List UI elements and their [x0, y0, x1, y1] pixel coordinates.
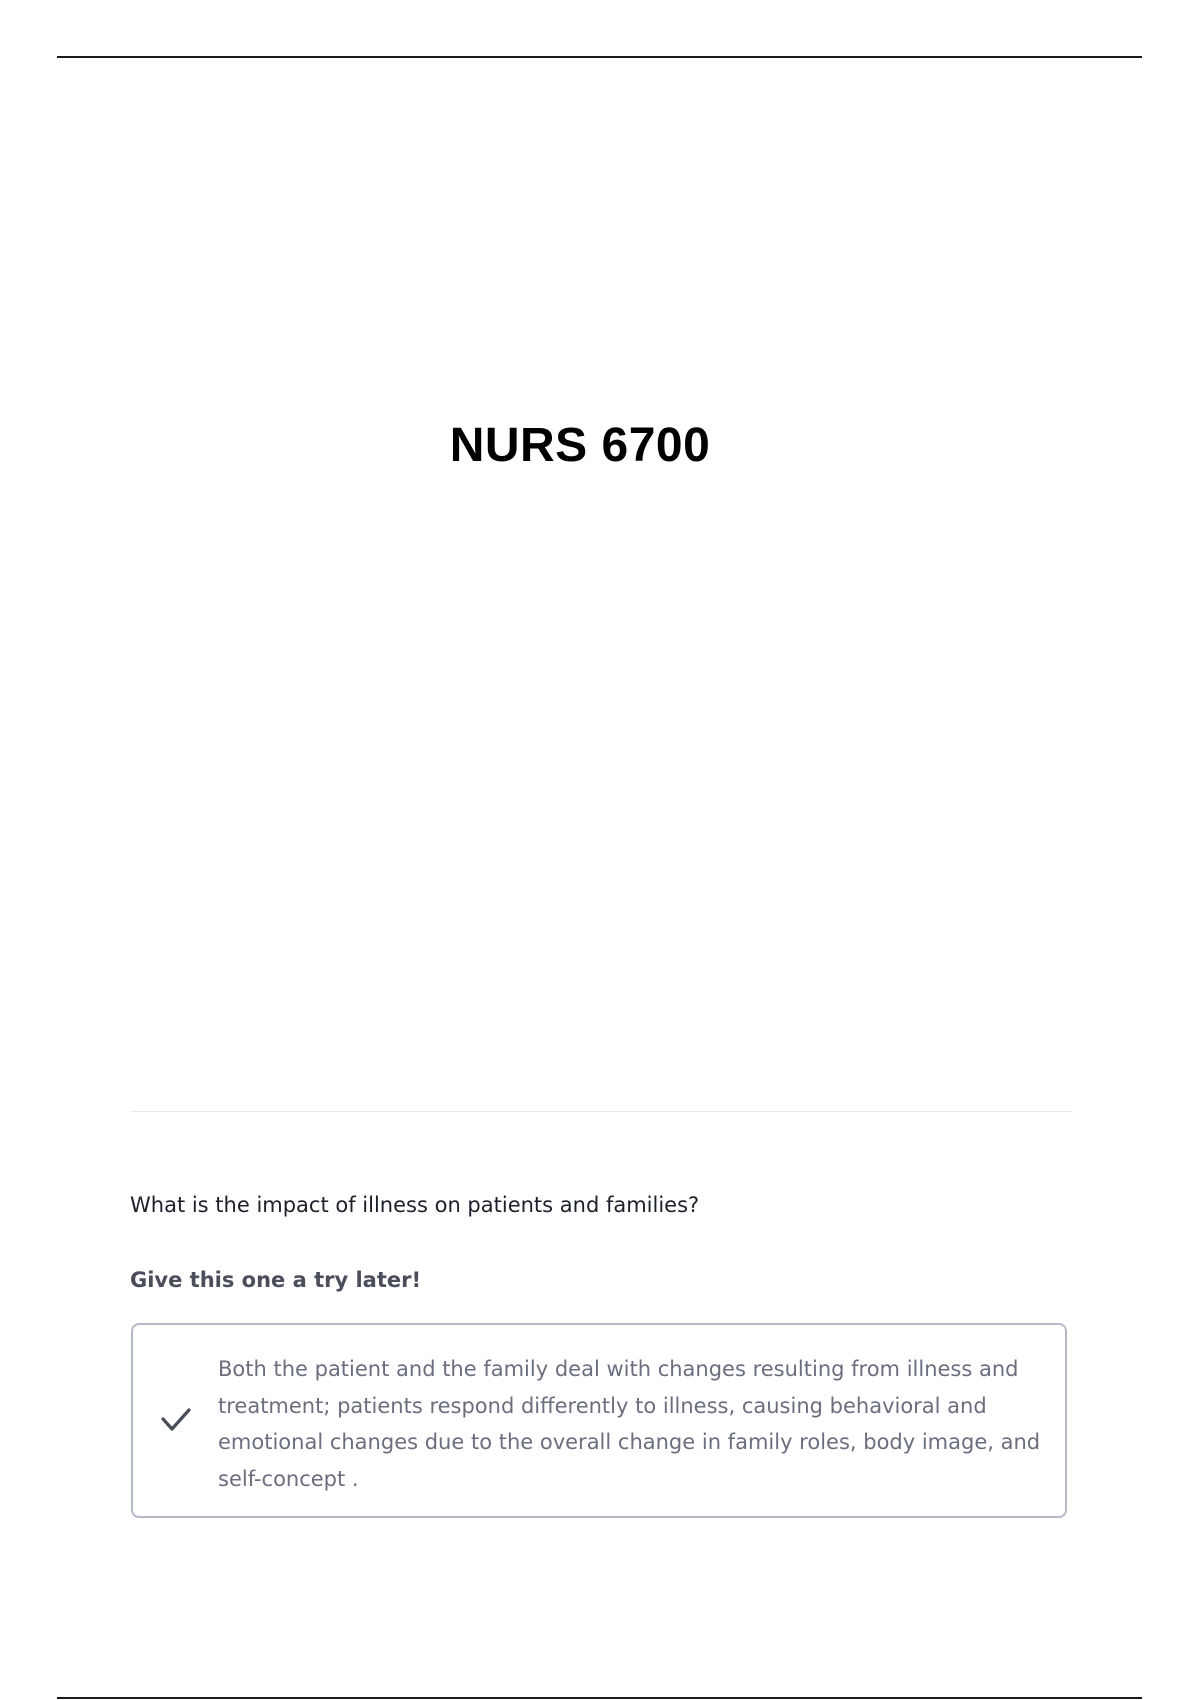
flashcard-question: What is the impact of illness on patients and families? [130, 1193, 700, 1217]
answer-card[interactable] [131, 1323, 1067, 1518]
bottom-rule [57, 1697, 1142, 1699]
top-rule [57, 56, 1142, 58]
flashcard-hint: Give this one a try later! [130, 1268, 422, 1292]
checkmark-icon [159, 1405, 193, 1435]
answer-text: Both the patient and the family deal with changes resulting from illness and treatment; patients respond differently to illness, causing behavioral and emotional changes due to the overall change in family roles, body image, and self-concept . [218, 1357, 1041, 1491]
document-title: NURS 6700 [449, 419, 711, 472]
section-divider [130, 1111, 1071, 1112]
